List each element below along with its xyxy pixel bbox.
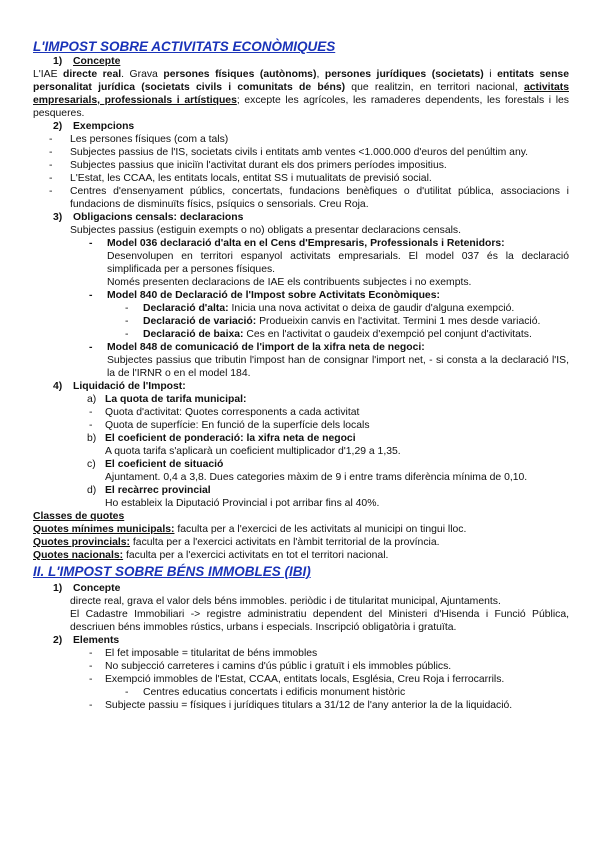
list-item: - Declaració de baixa: Ces en l'activitat o gaudeix d'exempció pel conjunt d'activitats. — [33, 328, 569, 341]
obligacions-intro: Subjectes passius (estiguin exempts o no) obligats a presentar declaracions censals. — [70, 225, 462, 236]
list-item: - Exempció immobles de l'Estat, CCAA, entitats locals, Església, Creu Roja i ferrocarrils. — [33, 673, 569, 686]
model-848-title: - Model 848 de comunicació de l'import de la xifra neta de negoci: — [33, 341, 569, 354]
heading-liquidacio: 4) Liquidació de l'Impost: — [53, 381, 186, 392]
list-item: Quotes provincials: faculta per a l'exercici activitats en l'àmbit territorial de la província. — [33, 537, 440, 548]
section-title-iae: L'IMPOST SOBRE ACTIVITATS ECONÒMIQUES — [33, 39, 336, 54]
list-item: - Centres d'ensenyament públics, concertats, fundacions benèfiques o d'utilitat pública, associacions i fundacions de disminuïts físics, psíquics o sensorials. Creu Roja. — [33, 185, 569, 211]
list-item: - Les persones físiques (com a tals) — [33, 133, 569, 146]
liq-d-text: Ho estableix la Diputació Provincial i pot arribar fins al 40%. — [105, 498, 380, 509]
ibi-cadastre-text: El Cadastre Immobiliari -> registre administratiu dependent del Ministeri d'Hisenda i Funció Pública, descriuen béns immobles rústics, urbans i especials. Inscripció obligatòria i gratuïta. — [70, 609, 569, 633]
model-840-title: - Model 840 de Declaració de l'Impost sobre Activitats Econòmiques: — [33, 289, 569, 302]
liq-a-title: a) La quota de tarifa municipal: — [87, 394, 247, 405]
list-item: - No subjecció carreteres i camins d'ús públic i gratuït i els immobles públics. — [33, 660, 569, 673]
classes-heading: Classes de quotes — [33, 511, 125, 522]
ibi-concept-line: directe real, grava el valor dels béns immobles. periòdic i de titularitat municipal, Ajuntaments. — [70, 596, 501, 607]
list-item: - Declaració d'alta: Inicia una nova activitat o deixa de gaudir d'alguna exempció. — [33, 302, 569, 315]
heading-obligacions: 3) Obligacions censals: declaracions — [53, 212, 244, 223]
heading-ibi-elements: 2) Elements — [53, 635, 120, 646]
list-item: - El fet imposable = titularitat de béns immobles — [33, 647, 569, 660]
model-848-text: Subjectes passius que tributin l'impost han de consignar l'import net, - si consta a la declaració l'IS, la de l'IRNR o en el model 184. — [107, 355, 569, 379]
document-page — [33, 38, 569, 712]
list-item: - L'Estat, les CCAA, les entitats locals, entitat SS i mutualitats de previsió social. — [33, 172, 569, 185]
heading-ibi-concepte: 1) Concepte — [53, 583, 121, 594]
concept-paragraph: L'IAE directe real. Grava persones físiques (autònoms), persones jurídiques (societats) i entitats sense personalitat jurídica (societats civils i comunitats de béns) que realitzin, en territori nacional, activitats empresarials, professionals i artístiques; excepte les agrícoles, les ramaderes dependents, les forestals i les pesqueres. — [33, 69, 569, 119]
list-item: - Subjectes passius de l'IS, societats civils i entitats amb ventes <1.000.000 d'euros del penúltim any. — [33, 146, 569, 159]
liq-b-title: b) El coeficient de ponderació: la xifra neta de negoci — [87, 433, 356, 444]
list-item: - Quota de superfície: En funció de la superfície dels locals — [33, 419, 569, 432]
list-item: - Centres educatius concertats i edificis monument històric — [33, 686, 569, 699]
liq-c-title: c) El coeficient de situació — [87, 459, 224, 470]
model-036-text: Desenvolupen en territori espanyol activitats empresarials. El model 037 és la declaració simplificada per a persones físiques. — [107, 251, 569, 275]
model-036-title: - Model 036 declaració d'alta en el Cens d'Empresaris, Professionals i Retenidors: — [33, 237, 569, 250]
liq-c-text: Ajuntament. 0,4 a 3,8. Dues categories màxim de 9 i entre trams diferència mínima de 0,10. — [105, 472, 528, 483]
list-item: - Subjectes passius que iniciïn l'activitat durant els dos primers períodes impositius. — [33, 159, 569, 172]
model-036-note: Només presenten declaracions de IAE els contribuents subjectes i no exempts. — [107, 277, 472, 288]
list-item: - Quota d'activitat: Quotes corresponents a cada activitat — [33, 406, 569, 419]
heading-exempcions: 2) Exempcions — [53, 121, 135, 132]
heading-concepte: 1) Concepte — [53, 56, 121, 67]
list-item: - Declaració de variació: Produeixin canvis en l'activitat. Termini 1 mes desde variació. — [33, 315, 569, 328]
liq-d-title: d) El recàrrec provincial — [87, 485, 211, 496]
list-item: - Subjecte passiu = físiques i jurídiques titulars a 31/12 de l'any anterior la de la liquidació. — [33, 699, 569, 712]
liq-b-text: A quota tarifa s'aplicarà un coeficient multiplicador d'1,29 a 1,35. — [105, 446, 401, 457]
list-item: Quotes mínimes municipals: faculta per a l'exercici de les activitats al municipi on tingui lloc. — [33, 524, 467, 535]
list-item: Quotes nacionals: faculta per a l'exercici activitats en tot el territori nacional. — [33, 550, 389, 561]
section-title-ibi: II. L'IMPOST SOBRE BÉNS IMMOBLES (IBI) — [33, 564, 311, 579]
